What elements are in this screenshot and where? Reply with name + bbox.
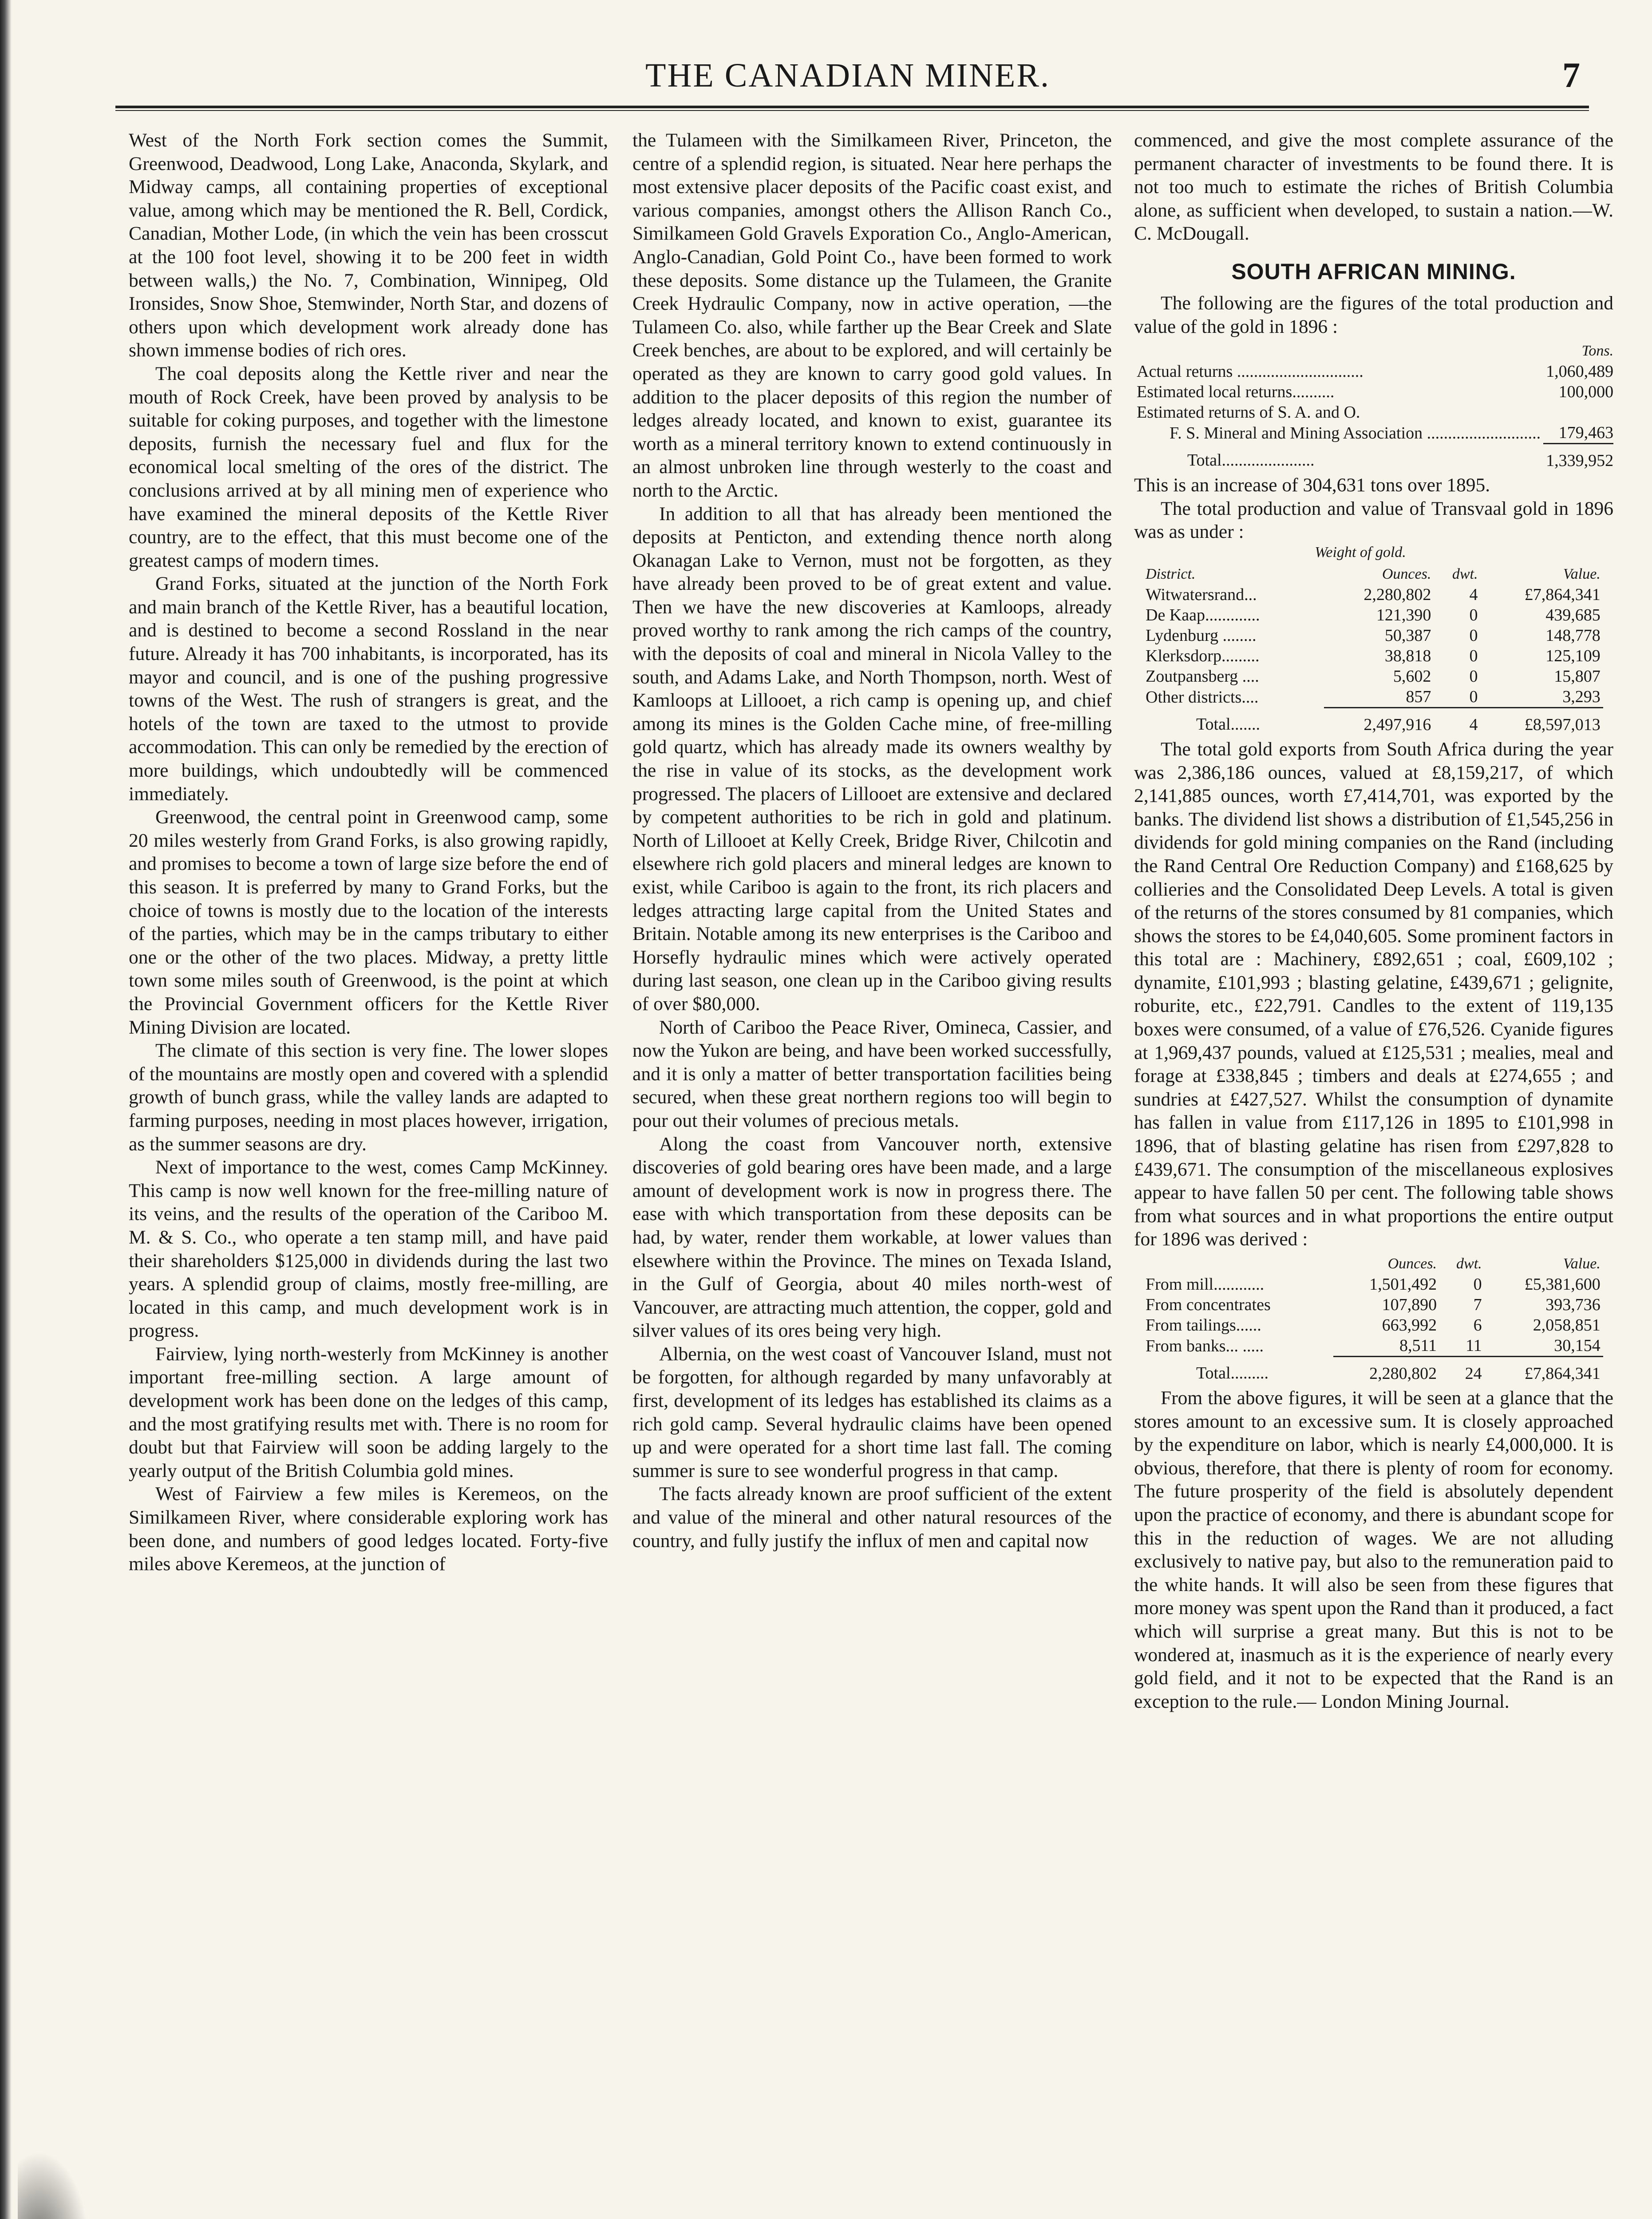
tons-row-value bbox=[1543, 402, 1613, 422]
tons-row-value: 179,463 bbox=[1558, 423, 1613, 442]
total-dwt: 4 bbox=[1434, 707, 1480, 735]
table-row bbox=[1143, 1335, 1603, 1357]
paragraph: commenced, and give the most complete assurance of the permanent character of investments to be found there. It is not too much to estimate the riches of British Columbia alone, as sufficient when developed, to sustain a nation.—W. C. McDougall. bbox=[1134, 130, 1613, 245]
section-heading: SOUTH AFRICAN MINING. bbox=[1231, 259, 1516, 284]
paragraph: West of Fairview a few miles is Keremeos, on the Similkameen River, where considerable exploring work has been done, and numbers of good ledges located. Forty-five miles above Keremeos, at the junction of bbox=[129, 1483, 608, 1575]
table-row bbox=[1143, 687, 1603, 708]
table-row bbox=[1143, 1274, 1603, 1295]
table-row bbox=[1143, 666, 1603, 687]
district-name: Zoutpansberg .... bbox=[1146, 667, 1259, 686]
district-name: Witwatersrand... bbox=[1146, 585, 1257, 604]
total-label: Total......... bbox=[1196, 1364, 1269, 1383]
tons-total-label: Total...................... bbox=[1187, 451, 1315, 470]
paragraph: From the above figures, it will be seen at a glance that the stores amount to an excessive sum. It is closely approached by the expenditure on labor, which is nearly £4,000,000. It is obvious, therefore, that there is plenty of room for economy. The future prosperity of the field is absolutely dependent upon the practice of economy, and there is abundant scope for this in the reduction of wages. We are not alluding exclusively to native pay, but also to the remuneration paid to the white hands. It will also be seen from these figures that more money was spent upon the Rand than it produced, a fact which will surprise a great many. But this is not to be wondered at, inasmuch as it is the experience of nearly every gold field, and it not to be expected that the Rand is an exception to the rule.— London Mining Journal. bbox=[1134, 1387, 1613, 1712]
table-row bbox=[1134, 422, 1613, 444]
dwt-cell: 4 bbox=[1469, 585, 1478, 604]
paragraph: North of Cariboo the Peace River, Omineca, Cassier, and now the Yukon are being, and have been worked successfully, and it is only a matter of better transportation facilities being secured, when these great northern regions too will begin to pour out their volumes of precious metals. bbox=[632, 1016, 1112, 1131]
ounces-cell: 857 bbox=[1406, 687, 1431, 706]
district-name: Other districts.... bbox=[1146, 687, 1259, 707]
ounces-cell: 1,501,492 bbox=[1369, 1275, 1437, 1294]
value-cell: 3,293 bbox=[1562, 687, 1601, 706]
page-header bbox=[115, 53, 1580, 102]
source-name: From tailings...... bbox=[1146, 1316, 1261, 1335]
column-header bbox=[1143, 1254, 1333, 1274]
column-header: District. bbox=[1146, 565, 1196, 582]
ounces-cell: 121,390 bbox=[1376, 605, 1431, 624]
value-cell: 2,058,851 bbox=[1533, 1316, 1601, 1335]
dwt-cell: 0 bbox=[1473, 1275, 1482, 1294]
paragraph: Greenwood, the central point in Greenwood camp, some 20 miles westerly from Grand Forks, is also growing rapidly, and promises to become a town of large size before the end of this season. It is preferred by many to Grand Forks, but the choice of towns is mostly due to the location of the interests of the parties, which may be in the camps tributary to either one or the other of the two places. Midway, a pretty little town some miles south of Greenwood, is the point at which the Provincial Government officers for the Kettle River Mining Division are located. bbox=[129, 806, 608, 1038]
table-row bbox=[1134, 361, 1613, 382]
tons-row-label: Actual returns .............................. bbox=[1137, 362, 1363, 381]
dwt-cell: 0 bbox=[1469, 605, 1478, 624]
table-total-row bbox=[1143, 1357, 1603, 1384]
total-ounces: 2,280,802 bbox=[1333, 1357, 1439, 1384]
ounces-cell: 663,992 bbox=[1382, 1316, 1437, 1335]
column-3 bbox=[1134, 129, 1613, 2206]
table-total-row bbox=[1143, 707, 1603, 735]
paragraph: The following are the figures of the total production and value of the gold in 1896 : bbox=[1134, 292, 1613, 337]
total-label: Total....... bbox=[1196, 715, 1261, 734]
value-cell: 125,109 bbox=[1545, 646, 1601, 665]
dwt-cell: 6 bbox=[1473, 1316, 1482, 1335]
column-header: dwt. bbox=[1456, 1256, 1482, 1272]
column-1 bbox=[129, 129, 608, 2206]
table-row bbox=[1143, 646, 1603, 666]
ounces-cell: 38,818 bbox=[1384, 646, 1431, 665]
tons-row-value: 100,000 bbox=[1558, 383, 1613, 402]
paragraph: The facts already known are proof sufficient of the extent and value of the mineral and other natural resources of the country, and fully justify the influx of men and capital now bbox=[632, 1483, 1112, 1552]
scan-binding-edge bbox=[0, 0, 12, 2219]
total-value: £7,864,341 bbox=[1485, 1357, 1603, 1384]
column-2 bbox=[632, 129, 1112, 2206]
dwt-cell: 11 bbox=[1466, 1336, 1482, 1355]
column-header: Ounces. bbox=[1387, 1256, 1437, 1272]
tons-total-value: 1,339,952 bbox=[1543, 444, 1613, 471]
value-cell: 439,685 bbox=[1545, 605, 1601, 624]
paragraph: the Tulameen with the Similkameen River, Princeton, the centre of a splendid region, is situated. Near here perhaps the most extensive placer deposits of the Pacific coast exist, and various companies, amongst others the Allison Ranch Co., Similkameen Gold Gravels Exporation Co., Anglo-American, Anglo-Canadian, Gold Point Co., have been formed to work these deposits. Some distance up the Tulameen, the Granite Creek Hydraulic Company, now in active operation, —the Tulameen Co. also, while farther up the Bear Creek and Slate Creek benches, are about to be explored, and will certainly be operated as they are known to carry good gold values. In addition to the placer deposits of this region the number of ledges already located, and known to exist, guarantee its worth as a mineral territory known to extend continuously in an almost unbroken line through westerly to the coast and north to the Arctic. bbox=[632, 130, 1112, 501]
column-header: dwt. bbox=[1452, 565, 1478, 582]
district-name: Klerksdorp......... bbox=[1146, 646, 1260, 665]
table-header-row bbox=[1143, 564, 1603, 584]
dwt-cell: 0 bbox=[1469, 646, 1478, 665]
scan-shadow bbox=[18, 2152, 89, 2219]
table-header-row bbox=[1143, 1254, 1603, 1274]
table-row bbox=[1134, 402, 1613, 422]
column-header: Value. bbox=[1563, 565, 1601, 582]
tons-table bbox=[1134, 341, 1613, 471]
dwt-cell: 0 bbox=[1469, 626, 1478, 645]
paragraph: This is an increase of 304,631 tons over 1895. bbox=[1134, 474, 1490, 496]
paragraph: The total gold exports from South Africa during the year was 2,386,186 ounces, valued at £8,159,217, of which 2,141,885 ounces, worth £7,414,701, was exported by the banks. The dividend list shows a distribution of £1,545,256 in dividends for gold mining companies on the Rand (including the Rand Central Ore Reduction Company) and £168,625 by collieries and the Consolidated Deep Levels. A total is given of the returns of the stores consumed by 81 companies, which shows the stores to be £4,040,605. Some prominent factors in this total are : Machinery, £892,651 ; coal, £609,102 ; dynamite, £101,993 ; blasting gelatine, £439,671 ; gelignite, roburite, etc., £22,791. Candles to the extent of 119,135 boxes were consumed, of a value of £76,526. Cyanide figures at 1,969,437 pounds, valued at £125,531 ; mealies, meal and forage at £338,845 ; timbers and deals at £274,655 ; and sundries at £427,527. Whilst the consumption of dynamite has fallen in value from £117,126 in 1895 to £101,998 in 1896, that of blasting gelatine has risen from £297,828 to £439,671. The consumption of the miscellaneous explosives appear to have fallen 50 per cent. The following table shows from what sources and in what proportions the entire output for 1896 was derived : bbox=[1134, 738, 1613, 1250]
paragraph: Fairview, lying north-westerly from McKinney is another important free-milling section. A large amount of development work has been done on the ledges of this camp, and the most gratifying results met with. There is no room for doubt but that Fairview will soon be adding largely to the yearly output of the British Columbia gold mines. bbox=[129, 1343, 608, 1481]
district-name: De Kaap............. bbox=[1146, 605, 1260, 624]
ounces-cell: 8,511 bbox=[1399, 1336, 1437, 1355]
table-row bbox=[1134, 382, 1613, 402]
paragraph: Along the coast from Vancouver north, extensive discoveries of gold bearing ores have been made, and a large amount of development work is now in progress there. The ease with which transportation from these deposits can be had, by water, render them workable, at lower values than elsewhere within the Province. The mines on Texada Island, in the Gulf of Georgia, about 40 miles north-west of Vancouver, are attracting much attention, the copper, gold and silver values of its ores being very high. bbox=[632, 1133, 1112, 1342]
column-header: Ounces. bbox=[1382, 565, 1431, 582]
ounces-cell: 50,387 bbox=[1384, 626, 1431, 645]
total-ounces: 2,497,916 bbox=[1324, 707, 1434, 735]
value-cell: 148,778 bbox=[1545, 626, 1601, 645]
source-name: From mill............ bbox=[1146, 1275, 1265, 1294]
ounces-cell: 2,280,802 bbox=[1363, 585, 1431, 604]
column-header: Value. bbox=[1563, 1256, 1601, 1272]
header-rule bbox=[115, 106, 1589, 111]
paragraph: Grand Forks, situated at the junction of the North Fork and main branch of the Kettle River, has a beautiful location, and is destined to become a second Rossland in the near future. Already it has 700 inhabitants, is incorporated, has its mayor and council, and is one of the pushing progressive towns of the West. The rush of strangers is great, and the hotels of the town are taxed to the utmost to provide accommodation. This can only be remedied by the erection of more buildings, which undoubtedly will be commenced immediately. bbox=[129, 573, 608, 805]
paragraph: Albernia, on the west coast of Vancouver Island, must not be forgotten, for although regarded by many unfavorably at first, development of its ledges has established its claims as a rich gold camp. Several hydraulic claims have been opened up and were operated for a short time last fall. The coming summer is sure to see wonderful progress in that camp. bbox=[632, 1343, 1112, 1481]
table-row bbox=[1143, 584, 1603, 605]
source-name: From banks... ..... bbox=[1146, 1336, 1264, 1355]
tons-unit: Tons. bbox=[1581, 343, 1613, 359]
gold-district-table bbox=[1143, 564, 1603, 735]
total-dwt: 24 bbox=[1439, 1357, 1485, 1384]
paragraph: The coal deposits along the Kettle river and near the mouth of Rock Creek, have been proved by analysis to be suitable for coking purposes, and together with the limestone deposits, furnish the necessary fuel and flux for the economical local smelting of the ores of the district. The conclusions arrived at by all mining men of experience who have examined the mineral deposits of the Kettle River country, are to the effect, that this must become one of the greatest camps of modern times. bbox=[129, 363, 608, 571]
paragraph: West of the North Fork section comes the Summit, Greenwood, Deadwood, Long Lake, Anaconda, Skylark, and Midway camps, all containing properties of exceptional value, among which may be mentioned the R. Bell, Cordick, Canadian, Mother Lode, (in which the vein has been crosscut at the 100 foot level, showing it to be 200 feet in width between walls,) the No. 7, Combination, Winnipeg, Old Ironsides, Snow Shoe, Stemwinder, North Star, and dozens of others upon which development work already done has shown immense bodies of rich ores. bbox=[129, 130, 608, 361]
value-cell: £7,864,341 bbox=[1524, 585, 1601, 604]
value-cell: £5,381,600 bbox=[1524, 1275, 1601, 1294]
total-value: £8,597,013 bbox=[1480, 707, 1603, 735]
tons-row-label: Estimated returns of S. A. and O. bbox=[1137, 403, 1360, 422]
table-row bbox=[1143, 1315, 1603, 1335]
table-row bbox=[1143, 1295, 1603, 1315]
paragraph: Next of importance to the west, comes Camp McKinney. This camp is now well known for the free-milling nature of its veins, and the results of the operation of the Cariboo M. M. & S. Co., who operate a ten stamp mill, and have paid their shareholders $125,000 in dividends during the last two years. A splendid group of claims, mostly free-milling, are located in this camp, and much development work is in progress. bbox=[129, 1157, 608, 1342]
output-sources-table bbox=[1143, 1254, 1603, 1384]
value-cell: 393,736 bbox=[1545, 1295, 1601, 1314]
masthead-title: THE CANADIAN MINER. bbox=[645, 57, 1050, 94]
ounces-cell: 107,890 bbox=[1382, 1295, 1437, 1314]
dwt-cell: 7 bbox=[1473, 1295, 1482, 1314]
paragraph: In addition to all that has already been mentioned the deposits at Penticton, and extending thence north along Okanagan Lake to Vernon, must not be forgotten, as they have already been proved to be of great extent and value. Then we have the new discoveries at Kamloops, already proved worthy to rank among the rich camps of the country, with the deposits of coal and mineral in Nicola Valley to the south, and Adams Lake, and North Thompson, north. West of Kamloops at Lillooet, a rich camp is opening up, and chief among its mines is the Golden Cache mine, of free-milling gold quartz, which has already made its owners wealthy by the rise in value of its stocks, as the development work progressed. The placers of Lillooet are extensive and declared by competent authorities to be rich in gold and platinum. North of Lillooet at Kelly Creek, Bridge River, Chilcotin and elsewhere rich gold placers and mineral ledges are known to exist, while Cariboo is again to the front, its rich placers and ledges attracting large capital from the United States and Britain. Notable among its new enterprises is the Cariboo and Horsefly hydraulic mines which were actively operated during last season, one clean up in the Cariboo giving results of over $80,000. bbox=[632, 503, 1112, 1015]
dwt-cell: 0 bbox=[1469, 687, 1478, 706]
page-number: 7 bbox=[1562, 56, 1580, 95]
paragraph: The total production and value of Transvaal gold in 1896 was as under : bbox=[1134, 497, 1613, 543]
value-cell: 15,807 bbox=[1554, 667, 1601, 686]
table-row bbox=[1143, 605, 1603, 625]
table-row bbox=[1143, 625, 1603, 646]
tons-row-value: 1,060,489 bbox=[1546, 362, 1613, 381]
table-total-row bbox=[1134, 444, 1613, 471]
value-cell: 30,154 bbox=[1554, 1336, 1601, 1355]
source-name: From concentrates bbox=[1146, 1295, 1271, 1314]
paragraph: The climate of this section is very fine. The lower slopes of the mountains are mostly open and covered with a splendid growth of bunch grass, while the valley lands are adapted to farming purposes, needing in most places however, irrigation, as the summer seasons are dry. bbox=[129, 1040, 608, 1155]
tons-row-label: F. S. Mineral and Mining Association ........................... bbox=[1170, 423, 1541, 442]
tons-row-label: Estimated local returns.......... bbox=[1137, 383, 1335, 402]
dwt-cell: 0 bbox=[1469, 667, 1478, 686]
table-caption: Weight of gold. bbox=[1315, 544, 1406, 561]
ounces-cell: 5,602 bbox=[1393, 667, 1431, 686]
district-name: Lydenburg ........ bbox=[1146, 626, 1257, 645]
